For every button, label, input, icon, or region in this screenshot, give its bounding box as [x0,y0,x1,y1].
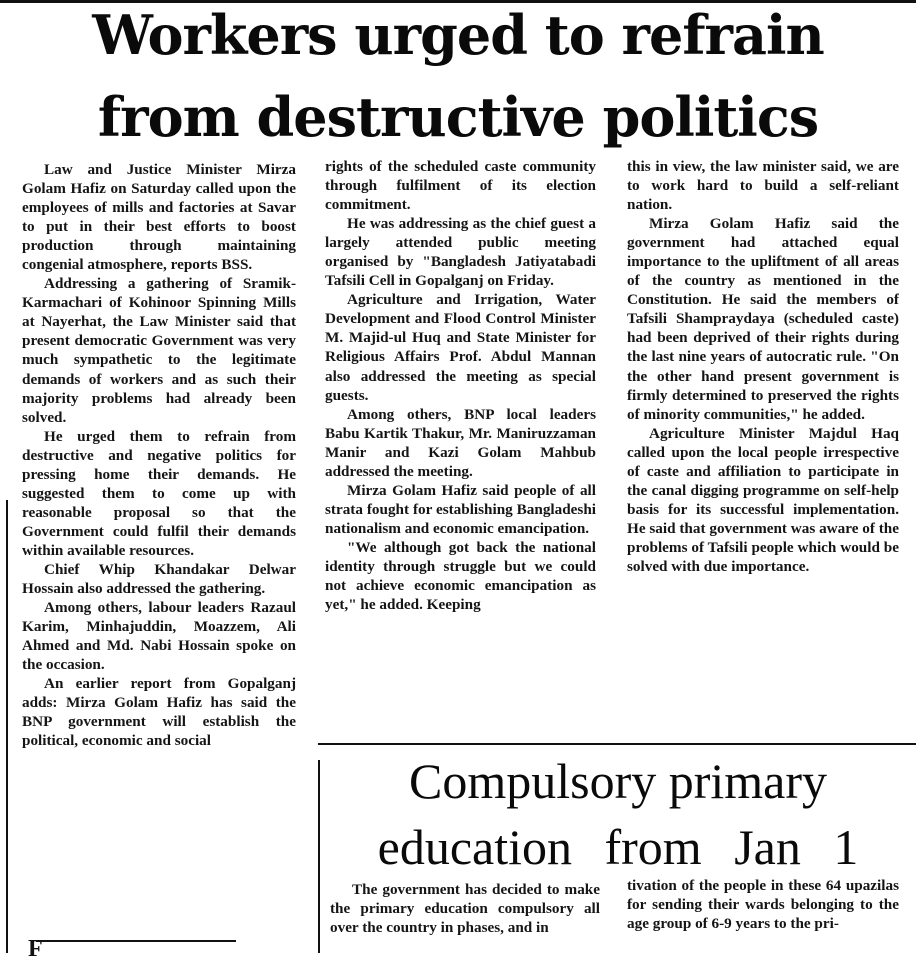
paragraph: this in view, the law minister said, we are to work hard to build a self-reliant nation. [627,158,899,214]
article-headline-line1: Workers urged to refrain [92,3,824,67]
article-headline-line2: from destructive politics [97,85,819,149]
column-divider-left [6,500,8,953]
article1-column-3 [627,157,899,742]
paragraph: Law and Justice Minister Mirza Golam Hafiz on Saturday called upon the employees of mills and factories at Savar to put in their best efforts to boost production through maintaining congenial atmosphere, reports BSS. [22,161,296,274]
paragraph: tivation of the people in these 64 upazilas for sending their wards belonging to the age group of 6-9 years to the pri- [627,877,899,933]
paragraph: He urged them to refrain from destructive and negative politics for pressing home their demands. He suggested them to come up with reasonable proposal so that the Government could fulfil their demands within available resources. [22,427,296,559]
paragraph: Chief Whip Khandakar Delwar Hossain also addressed the gathering. [22,560,296,598]
section-divider-rule [318,743,916,745]
paragraph: He was addressing as the chief guest a largely attended public meeting organised by "Bangladesh Jatiyatabadi Tafsili Cell in Gopalganj on Friday. [325,215,596,290]
paragraph: "We although got back the national identity through struggle but we could not achieve economic emancipation as yet," he added. Keeping [325,538,596,614]
paragraph: rights of the scheduled caste community through fulfilment of its election commitment. [325,158,596,214]
paragraph: The government has decided to make the primary education compulsory all over the country in phases, and in [330,881,600,937]
article2-column-2 [627,876,899,953]
paragraph: Agriculture Minister Majdul Haq called upon the local people irrespective of caste and affiliation to participate in the canal digging programme on self-help basis for its successful implementation. He said that government was aware of the problems of Tafsili people which would be solved with due importance. [627,424,899,575]
article2-column-1 [330,880,600,953]
cutoff-headline-fragment: F [28,936,43,962]
article1-column-2 [325,157,596,742]
fragment-rule [36,940,236,942]
article1-column-1 [22,160,296,940]
paragraph: Addressing a gathering of Sramik-Karmachari of Kohinoor Spinning Mills at Nayerhat, the Law Minister said that present democratic Government was very much sympathetic to the legitimate demands of workers and as such their majority problems had already been solved. [22,275,296,426]
paragraph: An earlier report from Gopalganj adds: Mirza Golam Hafiz has said the BNP government will establish the political, economic and social [22,675,296,750]
paragraph: Mirza Golam Hafiz said people of all strata fought for establishing Bangladeshi nationalism and economic emancipation. [325,481,596,537]
paragraph: Among others, labour leaders Razaul Karim, Minhajuddin, Moazzem, Ali Ahmed and Md. Nabi Hossain spoke on the occasion. [22,599,296,674]
paragraph: Mirza Golam Hafiz said the government had attached equal importance to the upliftment of all areas of the country as mentioned in the Constitution. He said the members of Tafsili Shampraydaya (scheduled caste) had been deprived of their rights during the last nine years of autocratic rule. "On the other hand present government is firmly determined to preserved the rights of minority communities," he added. [627,215,899,423]
paragraph: Agriculture and Irrigation, Water Development and Flood Control Minister M. Majid-ul Huq and State Minister for Religious Affairs Prof. Abdul Mannan also addressed the meeting as special guests. [325,291,596,404]
article2-headline-line2: education from Jan 1 [377,819,859,875]
article2-headline-line1: Compulsory primary [408,753,828,809]
paragraph: Among others, BNP local leaders Babu Kartik Thakur, Mr. Maniruzzaman Manir and Kazi Golam Mahbub addressed the meeting. [325,405,596,480]
